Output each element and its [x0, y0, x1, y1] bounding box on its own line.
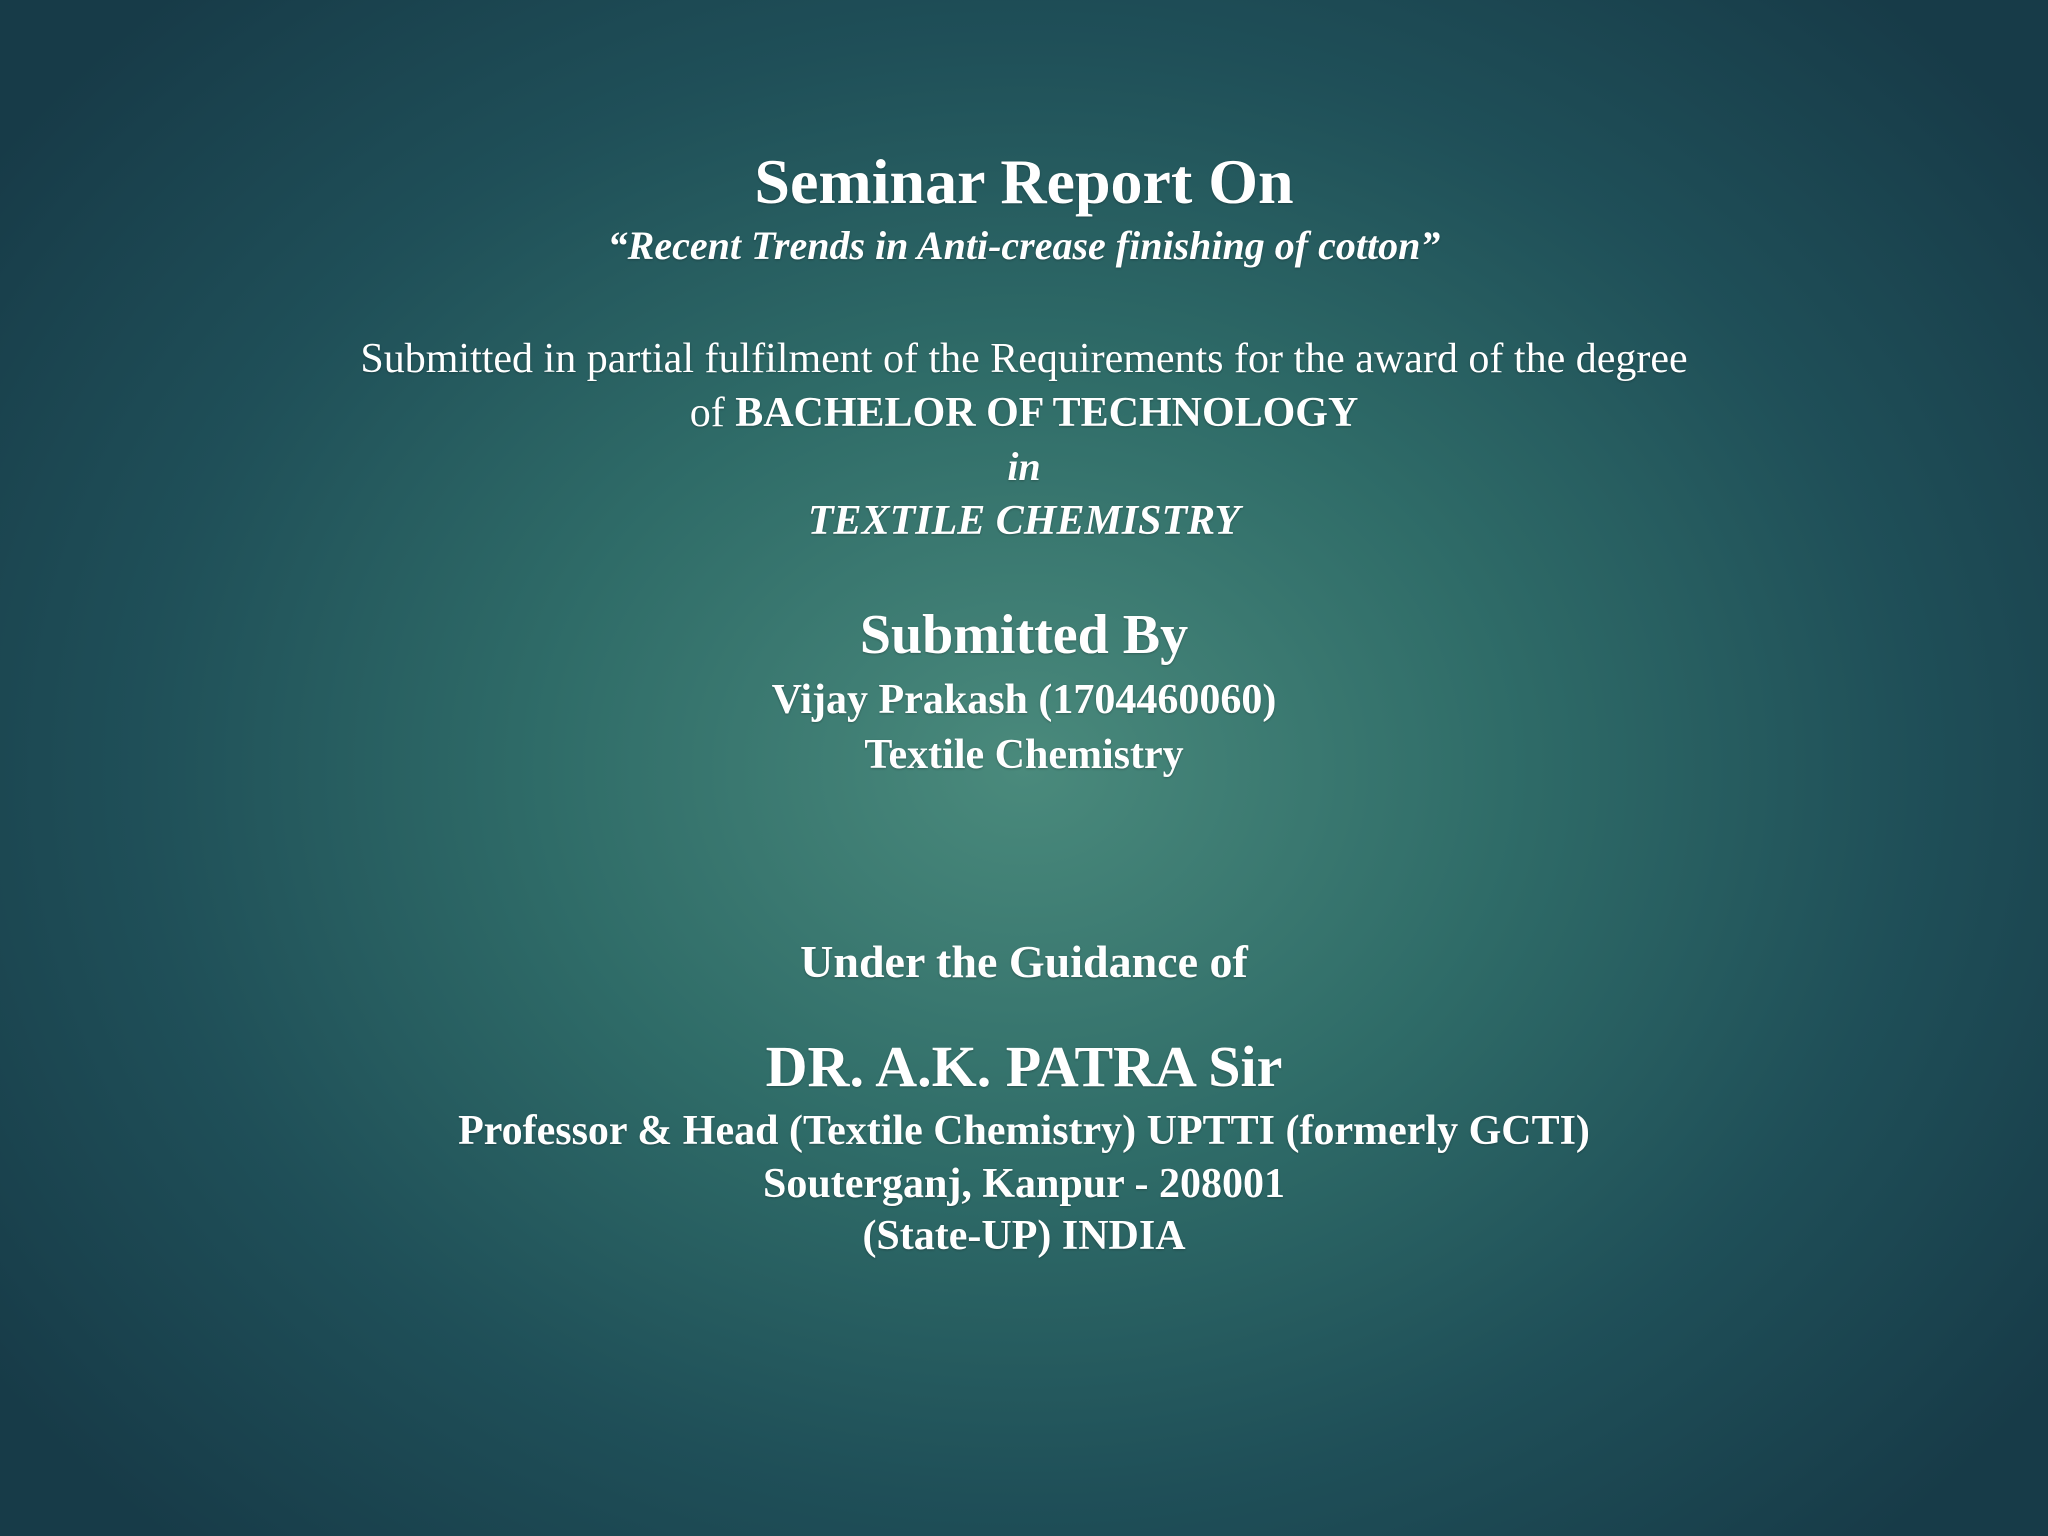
report-title: Seminar Report On	[754, 146, 1294, 217]
degree-name: BACHELOR OF TECHNOLOGY	[735, 390, 1359, 436]
in-word: in	[1007, 444, 1041, 489]
guidance-heading: Under the Guidance of	[800, 936, 1248, 987]
guide-designation: Professor & Head (Textile Chemistry) UPTTI (formerly GCTI)	[458, 1108, 1590, 1154]
student-department: Textile Chemistry	[864, 732, 1184, 778]
submitted-by-heading: Submitted By	[859, 604, 1189, 666]
address-line-1: Souterganj, Kanpur - 208001	[763, 1161, 1285, 1207]
requirement-prefix: of	[689, 390, 736, 436]
requirement-line-2	[0, 392, 2048, 434]
branch-name: TEXTILE CHEMISTRY	[807, 498, 1241, 544]
student-name: Vijay Prakash (1704460060)	[771, 677, 1277, 723]
report-topic: “Recent Trends in Anti-crease finishing of cotton”	[607, 223, 1441, 268]
address-line-2: (State-UP) INDIA	[862, 1213, 1186, 1259]
requirement-line-1: Submitted in partial fulfilment of the Requirements for the award of the degree	[360, 336, 1688, 382]
guide-name: DR. A.K. PATRA Sir	[765, 1034, 1283, 1099]
